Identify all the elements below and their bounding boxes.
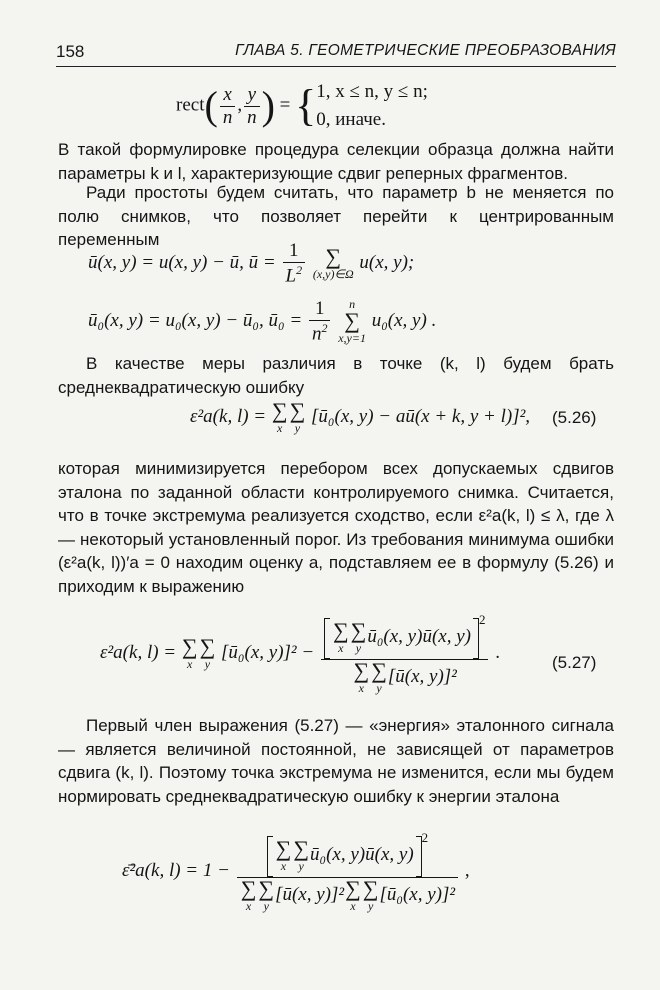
eq527-sum-y: y [204, 657, 211, 672]
rect-numerator-y: y [244, 84, 260, 107]
equation-5-26: ε²a(k, l) = ∑ x ∑ y [ū₀(x, y) − aū(x + k, y + l)]², [190, 398, 531, 435]
eq-norm-num-sum-x: x [280, 859, 287, 874]
eq527-numerator: ū₀(x, y)ū(x, y) [367, 626, 471, 647]
eq527-left: ε²a(k, l) = [100, 641, 177, 663]
page-header [56, 40, 616, 67]
eq-u0-sum-limit: x,y=1 [338, 331, 366, 346]
eq-u-left: ū(x, y) = u(x, y) − ū, ū = [88, 252, 276, 274]
eq526-body: [ū₀(x, y) − aū(x + k, y + l)]², [311, 405, 531, 427]
rect-denominator-1: n [222, 106, 233, 128]
eq-norm-den-sum-y2: y [367, 899, 374, 914]
eq-u0-sum-top: n [349, 297, 356, 312]
chapter-title: ГЛАВА 5. ГЕОМЕТРИЧЕСКИЕ ПРЕОБРАЗОВАНИЯ [235, 42, 616, 59]
eq-u-sum-limit: (x,y)∈Ω [312, 267, 354, 282]
eq-norm-den-sum-x1: x [245, 899, 252, 914]
eq-norm-den-sum-y1: y [263, 899, 269, 914]
paragraph-3: В качестве меры различия в точке (k, l) будем брать среднеквадратическую ошибку [58, 354, 614, 397]
eq527-den-sum-x: x [358, 681, 364, 696]
eq526-sum-y: y [294, 421, 301, 435]
equation-number-5-27: (5.27) [552, 653, 597, 672]
eq527-first-term: [ū₀(x, y)]² − [221, 641, 315, 663]
eq527-num-sum-y: y [355, 641, 362, 656]
eq526-left: ε²a(k, l) = [190, 405, 267, 427]
equation-5-27: ε²a(k, l) = ∑ x ∑ y [ū₀(x, y)]² − ∑ x ∑ y ū₀(x, y)ū(x, y)$^2$ ∑ x ∑ y [ū(x, y)]² . [100, 612, 500, 696]
eq-norm-denominator-1: [ū(x, y)]² [275, 884, 345, 905]
eq-norm-denominator-2: [ū₀(x, y)]² [379, 884, 456, 905]
equation-u0-centered: ū₀(x, y) = u₀(x, y) − ū₀, ū₀ = $\frac{1}{n^2}$ n ∑ x,y=1 u₀(x, y) . [88, 297, 437, 346]
page-number: 158 [56, 42, 85, 61]
eq-norm-left: ε̄²a(k, l) = 1 − [122, 859, 230, 881]
equation-number-5-26: (5.26) [552, 408, 597, 427]
paragraph-5: Первый член выражения (5.27) — «энергия» эталонного сигнала — является величиной постоянной, не зависящей от параметров сдвига (k, l). Поэтому точка экстремума не изменится, если мы будем нормировать среднеквадратическую ошибку к энергии эталона [58, 716, 614, 806]
eq-norm-tail: , [464, 859, 470, 881]
eq-norm-num-sum-y: y [298, 859, 304, 874]
eq-u-right: u(x, y); [359, 252, 415, 274]
eq-u0-left: ū₀(x, y) = u₀(x, y) − ū₀, ū₀ = [88, 310, 303, 332]
paragraph-2: Ради простоты будем считать, что параметр b не меняется по полю снимков, что позволяет перейти к центрированным переменным [58, 183, 614, 249]
eq-u0-right: u₀(x, y) . [371, 310, 437, 332]
eq526-sum-x: x [277, 421, 283, 435]
rect-numerator-x: x [220, 84, 236, 107]
paragraph-1: В такой формулировке процедура селекции образца должна найти параметры k и l, характеризующие сдвиг реперных фрагментов. [58, 140, 614, 183]
eq527-denominator: [ū(x, y)]² [387, 666, 457, 687]
eq527-den-sum-y: y [376, 681, 382, 696]
eq-u-num: 1 [283, 240, 306, 263]
eq-norm-numerator: ū₀(x, y)ū(x, y) [310, 844, 414, 865]
eq-norm-den-sum-x2: x [350, 899, 356, 914]
eq-u0-num: 1 [309, 298, 331, 321]
eq527-sum-x: x [187, 657, 193, 672]
eq527-num-sum-x: x [338, 641, 344, 656]
rect-denominator-2: n [247, 106, 257, 128]
eq-u-den: L [285, 265, 297, 287]
eq-u0-den: n [311, 323, 322, 345]
rect-case-1: 1, x ≤ n, y ≤ n; [316, 81, 428, 102]
equation-normalized-error: ε̄²a(k, l) = 1 − ∑ x ∑ y ū₀(x, y)ū(x, y)$^2$ ∑ x ∑ y [ū(x, y)]² ∑ x ∑ y [ū₀(x, y)]² , [122, 830, 470, 914]
paragraph-4: которая минимизируется перебором всех допускаемых сдвигов эталона по заданной области контролируемого снимка. Считается, что в точке экстремума реализуется сходство, если ε²a(k, l) ≤ λ, где λ — некоторый установленный порог. Из требования минимума ошибки (ε²a(k, l))′a = 0 находим оценку a, подставляем ее в формулу (5.26) и приходим к выражению [58, 459, 614, 596]
rect-case-2: 0, иначе. [316, 109, 386, 130]
equation-u-centered: ū(x, y) = u(x, y) − ū, ū = $\frac{1}{L^2}$ ∑ (x,y)∈Ω u(x, y); [88, 240, 415, 287]
rect-function-name: rect [176, 94, 205, 116]
equation-rect: rect( $\frac{x}{n}$ , $\frac{y}{n}$ ) = { 1, x ≤ n, y ≤ n; 0, иначе. [176, 78, 428, 134]
